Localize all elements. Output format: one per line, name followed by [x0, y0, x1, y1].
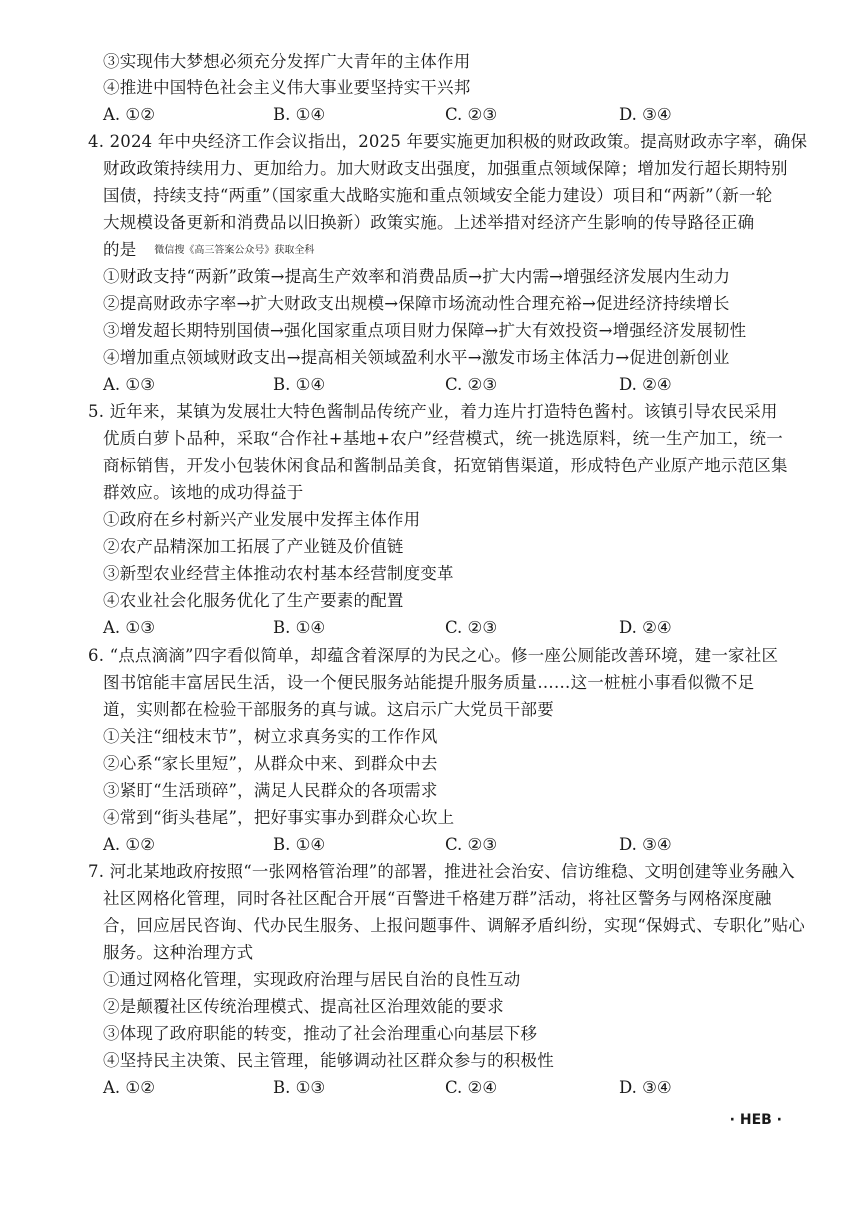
- q6-statement-4: ④常到“街头巷尾”，把好事实事办到群众心坎上: [103, 808, 455, 827]
- q5-statement-3: ③新型农业经营主体推动农村基本经营制度变革: [103, 564, 454, 583]
- q4-stem-line: 国债，持续支持“两重”（国家重大战略实施和重点领域安全能力建设）项目和“两新”（新一轮: [103, 186, 773, 205]
- q7-stem-line: 7. 河北某地政府按照“一张网格管治理”的部署，推进社会治安、信访维稳、文明创建等业务融入: [88, 862, 795, 881]
- q6-choice-d[interactable]: D. ③④: [619, 835, 672, 854]
- q7-statement-4: ④坚持民主决策、民主管理，能够调动社区群众参与的积极性: [103, 1051, 554, 1070]
- q3-choice-b[interactable]: B. ①④: [273, 105, 326, 124]
- q3-statement-3: ③实现伟大梦想必须充分发挥广大青年的主体作用: [103, 52, 471, 71]
- q4-statement-4: ④增加重点领域财政支出→提高相关领域盈利水平→激发市场主体活力→促进创新创业: [103, 348, 730, 367]
- q5-choice-b[interactable]: B. ①④: [273, 618, 326, 637]
- q7-stem-line: 服务。这种治理方式: [103, 943, 254, 962]
- q6-statement-2: ②心系“家长里短”，从群众中来、到群众中去: [103, 754, 438, 773]
- q3-choices: [103, 102, 703, 128]
- q7-stem-line: 合，回应居民咨询、代办民生服务、上报问题事件、调解矛盾纠纷，实现“保姆式、专职化”贴心: [103, 916, 805, 935]
- q4-choice-d[interactable]: D. ②④: [619, 375, 672, 394]
- q6-stem-line: 图书馆能丰富居民生活，设一个便民服务站能提升服务质量……这一桩桩小事看似微不足: [103, 673, 755, 692]
- q7-choice-b[interactable]: B. ①③: [273, 1078, 326, 1097]
- q3-choice-d[interactable]: D. ③④: [619, 105, 672, 124]
- q3-choice-a[interactable]: A. ①②: [103, 105, 155, 124]
- q5-statement-4: ④农业社会化服务优化了生产要素的配置: [103, 591, 404, 610]
- q5-stem-line: 群效应。该地的成功得益于: [103, 483, 304, 502]
- q7-stem-line: 社区网格化管理，同时各社区配合开展“百警进千格建万群”活动，将社区警务与网格深度融: [103, 889, 772, 908]
- q4-stem-line: 财政政策持续用力、更加给力。加大财政支出强度，加强重点领域保障；增加发行超长期特别: [103, 159, 788, 178]
- q7-statement-3: ③体现了政府职能的转变，推动了社会治理重心向基层下移: [103, 1024, 538, 1043]
- q5-choice-c[interactable]: C. ②③: [445, 618, 498, 637]
- q5-statement-1: ①政府在乡村新兴产业发展中发挥主体作用: [103, 510, 421, 529]
- q5-choices: [103, 615, 703, 641]
- q5-choice-d[interactable]: D. ②④: [619, 618, 672, 637]
- q4-choice-a[interactable]: A. ①③: [103, 375, 155, 394]
- q4-statement-1: ①财政支持“两新”政策→提高生产效率和消费品质→扩大内需→增强经济发展内生动力: [103, 267, 731, 286]
- page-footer-code: · HEB ·: [729, 1112, 782, 1128]
- q4-statement-3: ③增发超长期特别国债→强化国家重点项目财力保障→扩大有效投资→增强经济发展韧性: [103, 321, 747, 340]
- watermark-note: 微信搜《高三答案公众号》获取全科: [154, 245, 315, 256]
- q6-stem-line: 道，实则都在检验干部服务的真与诚。这启示广大党员干部要: [103, 700, 554, 719]
- q6-choices: [103, 832, 703, 858]
- q3-statement-4: ④推进中国特色社会主义伟大事业要坚持实干兴邦: [103, 78, 471, 97]
- q4-choice-c[interactable]: C. ②③: [445, 375, 498, 394]
- q7-choices: [103, 1075, 703, 1101]
- q6-statement-1: ①关注“细枝末节”，树立求真务实的工作作风: [103, 727, 438, 746]
- q5-statement-2: ②农产品精深加工拓展了产业链及价值链: [103, 537, 404, 556]
- q3-choice-c[interactable]: C. ②③: [445, 105, 498, 124]
- q4-stem-line: 4. 2024 年中央经济工作会议指出，2025 年要实施更加积极的财政政策。提高财政赤字率，确保: [88, 132, 808, 151]
- q4-stem-last-line: [103, 237, 803, 264]
- q7-statement-2: ②是颠覆社区传统治理模式、提高社区治理效能的要求: [103, 997, 504, 1016]
- q7-choice-c[interactable]: C. ②④: [445, 1078, 498, 1097]
- q5-stem-line: 5. 近年来，某镇为发展壮大特色酱制品传统产业，着力连片打造特色酱村。该镇引导农民采用: [88, 402, 778, 421]
- q5-stem-line: 优质白萝卜品种，采取“合作社+基地+农户”经营模式，统一挑选原料，统一生产加工，统一: [103, 429, 783, 448]
- q6-choice-b[interactable]: B. ①④: [273, 835, 326, 854]
- q4-statement-2: ②提高财政赤字率→扩大财政支出规模→保障市场流动性合理充裕→促进经济持续增长: [103, 294, 730, 313]
- q4-choices: [103, 372, 703, 398]
- q6-statement-3: ③紧盯“生活琐碎”，满足人民群众的各项需求: [103, 781, 438, 800]
- q4-stem-end: 的是: [103, 240, 137, 259]
- q6-choice-c[interactable]: C. ②③: [445, 835, 498, 854]
- q5-choice-a[interactable]: A. ①③: [103, 618, 155, 637]
- q7-choice-d[interactable]: D. ③④: [619, 1078, 672, 1097]
- q7-choice-a[interactable]: A. ①②: [103, 1078, 155, 1097]
- q7-statement-1: ①通过网格化管理，实现政府治理与居民自治的良性互动: [103, 970, 521, 989]
- q4-stem-line: 大规模设备更新和消费品以旧换新）政策实施。上述举措对经济产生影响的传导路径正确: [103, 213, 755, 232]
- q5-stem-line: 商标销售，开发小包装休闲食品和酱制品美食，拓宽销售渠道，形成特色产业原产地示范区集: [103, 456, 788, 475]
- q4-choice-b[interactable]: B. ①④: [273, 375, 326, 394]
- q6-choice-a[interactable]: A. ①②: [103, 835, 155, 854]
- q6-stem-line: 6. “点点滴滴”四字看似简单，却蕴含着深厚的为民之心。修一座公厕能改善环境，建一家社区: [88, 646, 779, 665]
